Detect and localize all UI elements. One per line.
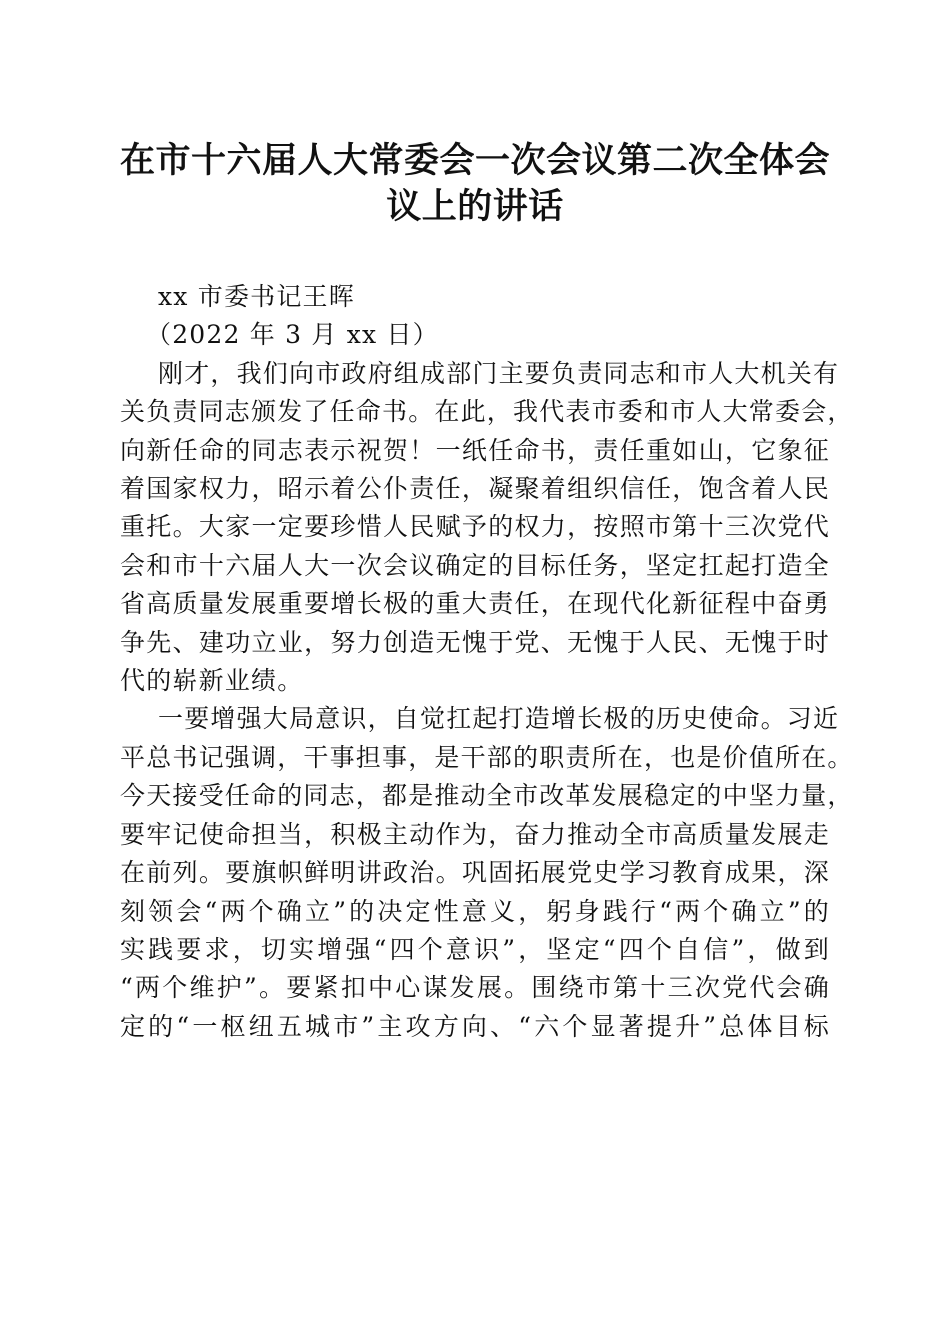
title-line: 议上的讲话	[386, 186, 564, 227]
paragraph-line: 刻领会“两个确立”的决定性意义，躬身践行“两个确立”的	[120, 896, 830, 926]
document-title	[100, 138, 850, 230]
paragraph-line: 定的“一枢纽五城市”主攻方向、“六个显著提升”总体目标	[120, 1011, 830, 1041]
paragraph-line: 代的崭新业绩。	[120, 666, 304, 696]
paragraph-line: 今天接受任命的同志，都是推动全市改革发展稳定的中坚力量，	[120, 781, 854, 811]
paragraph-line: 一要增强大局意识，自觉扛起打造增长极的历史使命。习近	[158, 704, 840, 734]
paragraph-line: 着国家权力，昭示着公仆责任，凝聚着组织信任，饱含着人民	[120, 474, 830, 504]
paragraph-line: 省高质量发展重要增长极的重大责任，在现代化新征程中奋勇	[120, 589, 830, 619]
document-body	[120, 278, 854, 1046]
author-line: xx 市委书记王晖	[158, 282, 355, 311]
date-line: （2022 年 3 月 xx 日）	[146, 320, 439, 350]
paragraph-line: 在前列。要旗帜鲜明讲政治。巩固拓展党史学习教育成果，深	[120, 858, 830, 888]
paragraph-line: 向新任命的同志表示祝贺！一纸任命书，责任重如山，它象征	[120, 435, 830, 465]
paragraph-line: 刚才，我们向市政府组成部门主要负责同志和市人大机关有	[158, 358, 840, 388]
paragraph-line: 平总书记强调，干事担事，是干部的职责所在，也是价值所在。	[120, 742, 854, 772]
paragraph-line: 要牢记使命担当，积极主动作为，奋力推动全市高质量发展走	[120, 819, 830, 849]
paragraph-line: “两个维护”。要紧扣中心谋发展。围绕市第十三次党代会确	[120, 973, 830, 1003]
paragraph-line: 实践要求，切实增强“四个意识”，坚定“四个自信”，做到	[120, 934, 830, 964]
paragraph	[120, 355, 854, 701]
paragraph-line: 重托。大家一定要珍惜人民赋予的权力，按照市第十三次党代	[120, 512, 830, 542]
paragraph-line: 会和市十六届人大一次会议确定的目标任务，坚定扛起打造全	[120, 550, 830, 580]
title-line: 在市十六届人大常委会一次会议第二次全体会	[119, 140, 830, 181]
paragraph-line: 关负责同志颁发了任命书。在此，我代表市委和市人大常委会，	[120, 397, 854, 427]
paragraph-line: 争先、建功立业，努力创造无愧于党、无愧于人民、无愧于时	[120, 627, 830, 657]
paragraph	[120, 700, 854, 1046]
